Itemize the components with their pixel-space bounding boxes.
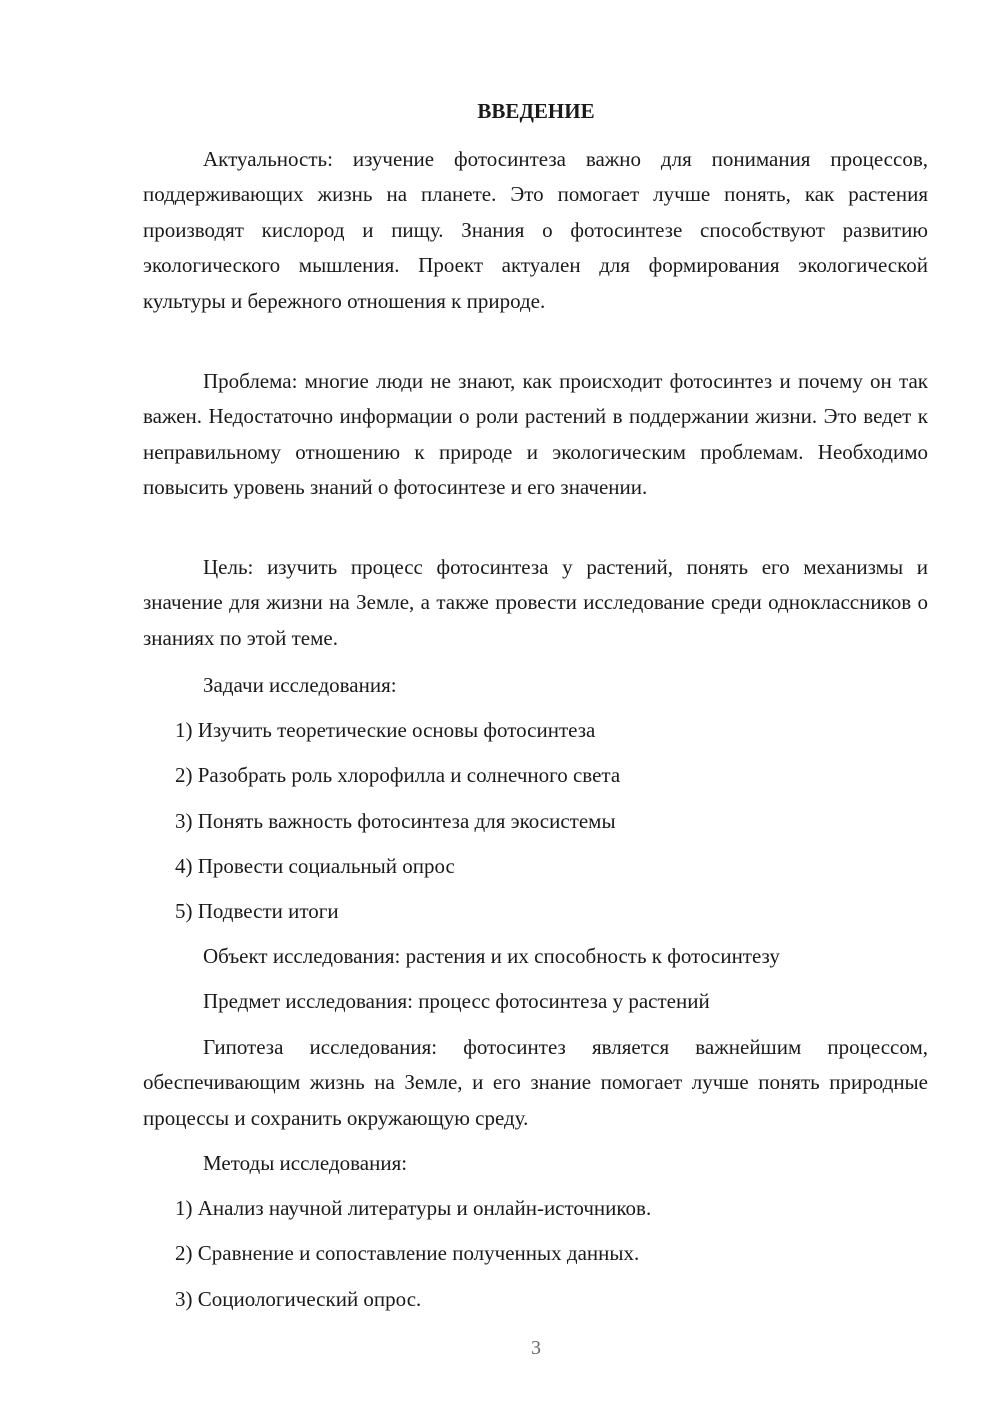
- method-item: 1) Анализ научной литературы и онлайн-источников.: [175, 1196, 652, 1220]
- page-number: 3: [531, 1337, 541, 1359]
- task-item: 4) Провести социальный опрос: [175, 854, 455, 878]
- hypothesis-paragraph: Гипотеза исследования: фотосинтез является важнейшим процессом, обеспечивающим жизнь на Земле, и его знание помогает лучше понять природные процессы и сохранить окружающую среду.: [143, 1035, 928, 1130]
- task-item: 2) Разобрать роль хлорофилла и солнечного света: [175, 763, 621, 787]
- goal-paragraph: Цель: изучить процесс фотосинтеза у растений, понять его механизмы и значение для жизни на Земле, а также провести исследование среди одноклассников о знаниях по этой теме.: [143, 555, 928, 650]
- method-item: 2) Сравнение и сопоставление полученных данных.: [175, 1241, 640, 1265]
- tasks-heading: Задачи исследования:: [203, 673, 397, 697]
- task-item: 3) Понять важность фотосинтеза для экосистемы: [175, 809, 616, 833]
- research-subject: Предмет исследования: процесс фотосинтеза у растений: [203, 989, 710, 1013]
- task-item: 1) Изучить теоретические основы фотосинтеза: [175, 718, 596, 742]
- problem-paragraph: Проблема: многие люди не знают, как происходит фотосинтез и почему он так важен. Недостаточно информации о роли растений в поддержании жизни. Это ведет к неправильному отношению к природе и экологическим проблемам. Необходимо повысить уровень знаний о фотосинтезе и его значении.: [143, 369, 928, 500]
- method-item: 3) Социологический опрос.: [175, 1287, 422, 1311]
- research-object: Объект исследования: растения и их способность к фотосинтезу: [203, 944, 780, 968]
- relevance-paragraph: Актуальность: изучение фотосинтеза важно для понимания процессов, поддерживающих жизнь на планете. Это помогает лучше понять, как растения производят кислород и пищу. Знания о фотосинтезе способствуют развитию экологического мышления. Проект актуален для формирования экологической культуры и бережного отношения к природе.: [143, 147, 928, 313]
- task-item: 5) Подвести итоги: [175, 899, 339, 923]
- methods-heading: Методы исследования:: [203, 1151, 408, 1175]
- section-title: ВВЕДЕНИЕ: [477, 99, 595, 123]
